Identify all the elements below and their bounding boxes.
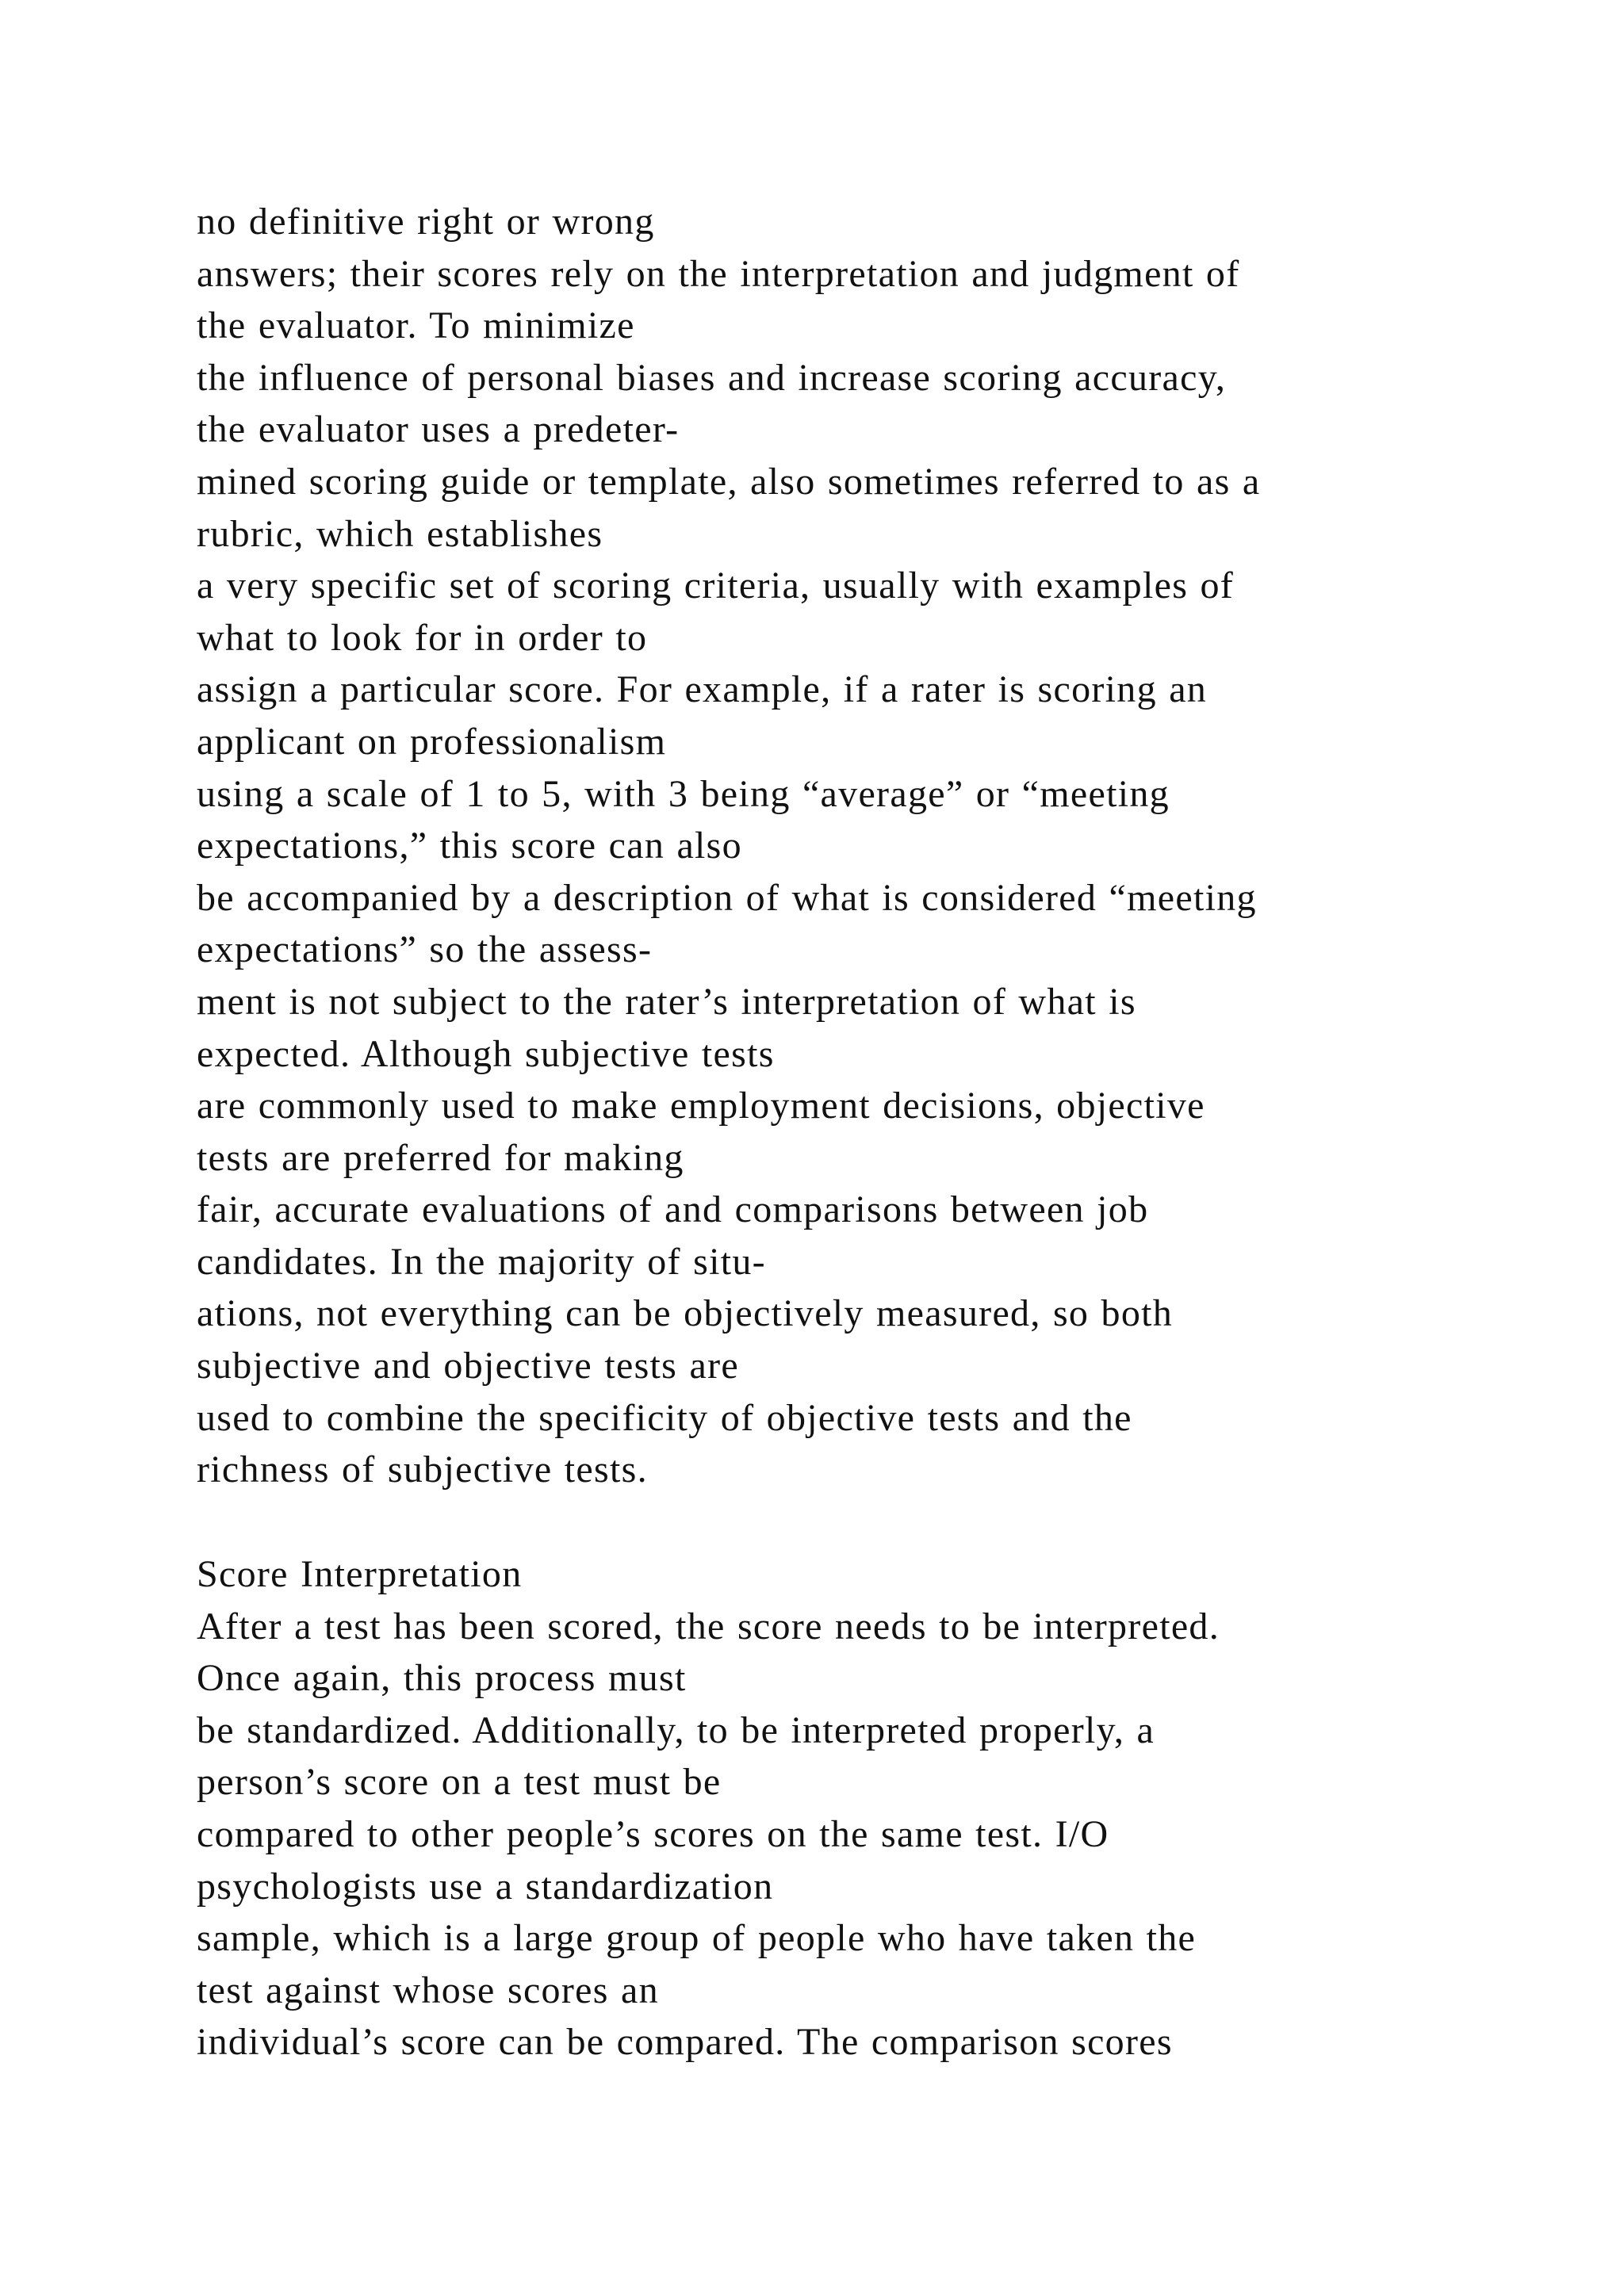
text-line: Once again, this process must bbox=[197, 1657, 687, 1700]
text-line: using a scale of 1 to 5, with 3 being “average” or “meeting bbox=[197, 772, 1170, 815]
text-line: psychologists use a standardization bbox=[197, 1865, 774, 1908]
text-line: test against whose scores an bbox=[197, 1969, 659, 2011]
text-line: used to combine the specificity of objective tests and the bbox=[197, 1396, 1132, 1439]
text-line: sample, which is a large group of people who have taken the bbox=[197, 1917, 1197, 1960]
text-line: ations, not everything can be objectively measured, so both bbox=[197, 1292, 1174, 1335]
text-line: individual’s score can be compared. The comparison scores bbox=[197, 2021, 1173, 2064]
text-line: fair, accurate evaluations of and comparisons between job bbox=[197, 1188, 1149, 1231]
text-line: mined scoring guide or template, also sometimes referred to as a bbox=[197, 460, 1261, 503]
text-line: compared to other people’s scores on the same test. I/O bbox=[197, 1812, 1109, 1855]
text-line: are commonly used to make employment decisions, objective bbox=[197, 1085, 1205, 1127]
text-line: person’s score on a test must be bbox=[197, 1761, 722, 1804]
text-line: expected. Although subjective tests bbox=[197, 1032, 775, 1075]
text-line: tests are preferred for making bbox=[197, 1136, 684, 1179]
score-interpretation-section bbox=[197, 1548, 1545, 2068]
text-line: expectations,” this score can also bbox=[197, 825, 742, 867]
text-line: expectations” so the assess- bbox=[197, 928, 653, 971]
section-heading: Score Interpretation bbox=[197, 1553, 523, 1595]
text-line: After a test has been scored, the score needs to be interpreted. bbox=[197, 1605, 1220, 1647]
text-line: the evaluator uses a predeter- bbox=[197, 408, 680, 451]
text-line: assign a particular score. For example, if a rater is scoring an bbox=[197, 668, 1208, 711]
text-line: subjective and objective tests are bbox=[197, 1345, 739, 1387]
text-line: what to look for in order to bbox=[197, 616, 648, 659]
text-line: candidates. In the majority of situ- bbox=[197, 1240, 766, 1283]
text-line: the evaluator. To minimize bbox=[197, 304, 635, 347]
text-line: no definitive right or wrong bbox=[197, 201, 655, 243]
text-line: a very specific set of scoring criteria, usually with examples of bbox=[197, 564, 1235, 607]
text-line: be standardized. Additionally, to be interpreted properly, a bbox=[197, 1709, 1155, 1751]
text-line: be accompanied by a description of what is considered “meeting bbox=[197, 876, 1257, 919]
text-line: the influence of personal biases and increase scoring accuracy, bbox=[197, 356, 1227, 399]
text-line: ment is not subject to the rater’s interpretation of what is bbox=[197, 980, 1136, 1023]
text-line: applicant on professionalism bbox=[197, 720, 667, 763]
text-line: rubric, which establishes bbox=[197, 512, 603, 555]
text-line: answers; their scores rely on the interpretation and judgment of bbox=[197, 252, 1240, 295]
text-line: richness of subjective tests. bbox=[197, 1448, 648, 1491]
body-text-block bbox=[197, 196, 1545, 1496]
